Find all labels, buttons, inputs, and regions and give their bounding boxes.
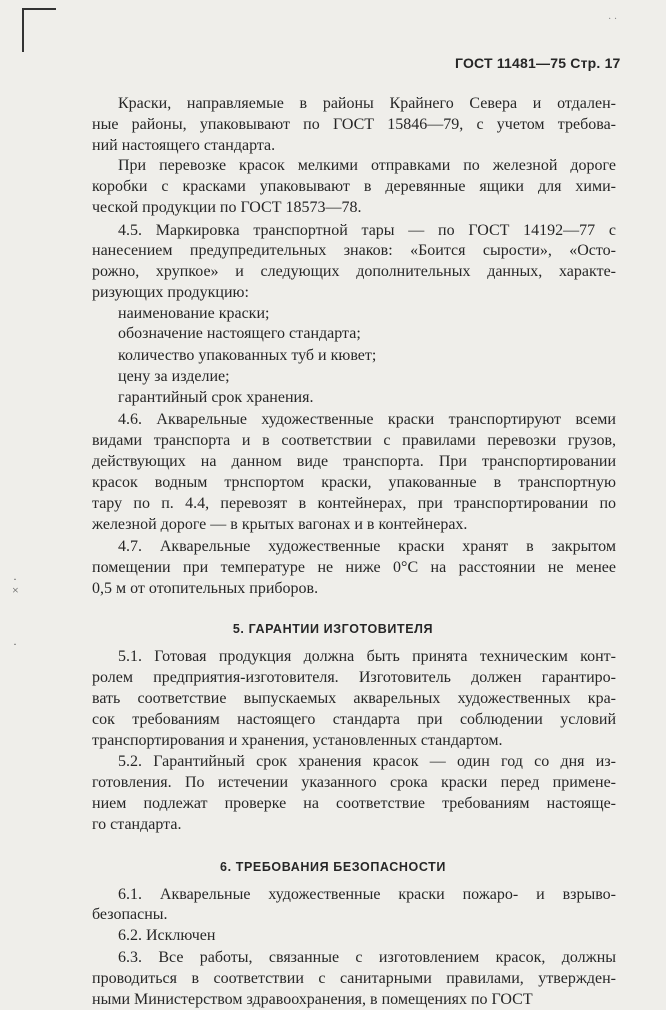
text-line: нием подлежат проверке на соответствие требованиям настояще-	[92, 795, 616, 812]
text-line: тару по п. 4.4, перевозят в контейнерах, при транспортировании по	[92, 495, 616, 512]
text-line: 5.1. Готовая продукция должна быть принята техническим конт-	[118, 648, 616, 665]
running-header: ГОСТ 11481—75 Стр. 17	[455, 55, 621, 71]
text-line: ческой продукции по ГОСТ 18573—78.	[92, 199, 362, 216]
list-item: цену за изделие;	[118, 368, 230, 385]
text-line: ний настоящего стандарта.	[92, 137, 276, 154]
text-line: 4.7. Акварельные художественные краски хранят в закрытом	[118, 538, 616, 555]
corner-mark	[22, 8, 24, 52]
text-line: железной дороге — в крытых вагонах и в контейнерах.	[92, 516, 468, 533]
text-line: сок требованиям настоящего стандарта при соблюдении условий	[92, 711, 616, 728]
margin-mark: ·	[13, 572, 17, 586]
text-line: готовления. По истечении указанного срока краски перед примене-	[92, 774, 616, 791]
text-line: 5.2. Гарантийный срок хранения красок — один год со дня из-	[118, 753, 616, 770]
text-line: коробки с красками упаковывают в деревянные ящики для хими-	[92, 178, 616, 195]
text-line: проводиться в соответствии с санитарными правилами, утвержден-	[92, 970, 616, 987]
text-line: ные районы, упаковывают по ГОСТ 15846—79, с учетом требова-	[92, 116, 616, 133]
margin-mark: ×	[12, 583, 19, 597]
list-item: наименование краски;	[118, 305, 270, 322]
text-line: вать соответствие выпускаемых акварельных художественных кра-	[92, 690, 616, 707]
text-line: ризующих продукцию:	[92, 284, 249, 301]
text-line: действующих на данном виде транспорта. При транспортировании	[92, 453, 616, 470]
text-line: 4.5. Маркировка транспортной тары — по ГОСТ 14192—77 с	[118, 222, 616, 239]
section-heading: 6. ТРЕБОВАНИЯ БЕЗОПАСНОСТИ	[220, 860, 446, 874]
text-line: помещении при температуре не ниже 0°С на расстоянии не менее	[92, 559, 616, 576]
section-heading: 5. ГАРАНТИИ ИЗГОТОВИТЕЛЯ	[232, 622, 434, 636]
text-line: ролем предприятия-изготовителя. Изготовитель должен гарантиро-	[92, 669, 616, 686]
text-line: ными Министерством здравоохранения, в помещениях по ГОСТ	[92, 991, 533, 1008]
text-line: красок водным трнспортом краски, упакованные в транспортную	[92, 474, 616, 491]
text-line: транспортирования и хранения, установленных стандартом.	[92, 732, 503, 749]
text-line: 0,5 м от отопительных приборов.	[92, 580, 319, 597]
text-line: 6.3. Все работы, связанные с изготовлением красок, должны	[118, 949, 616, 966]
corner-mark	[22, 8, 56, 10]
text-line: 4.6. Акварельные художественные краски транспортируют всеми	[118, 411, 616, 428]
text-line: 6.2. Исключен	[118, 927, 216, 944]
text-line: видами транспорта и в соответствии с правилами перевозки грузов,	[92, 432, 616, 449]
scan-speck: · ·	[608, 14, 618, 25]
list-item: гарантийный срок хранения.	[118, 389, 314, 406]
text-line: безопасны.	[92, 906, 168, 923]
text-line: При перевозке красок мелкими отправками по железной дороге	[118, 157, 616, 174]
text-line: Краски, направляемые в районы Крайнего Севера и отдален-	[118, 95, 616, 112]
list-item: обозначение настоящего стандарта;	[118, 325, 361, 342]
margin-mark: ·	[13, 637, 17, 651]
text-line: го стандарта.	[92, 816, 182, 833]
text-line: нанесением предупредительных знаков: «Боится сырости», «Осто-	[92, 242, 616, 259]
text-line: 6.1. Акварельные художественные краски пожаро- и взрыво-	[118, 886, 616, 903]
list-item: количество упакованных туб и кювет;	[118, 347, 377, 364]
text-line: рожно, хрупкое» и следующих дополнительных данных, характе-	[92, 263, 616, 280]
